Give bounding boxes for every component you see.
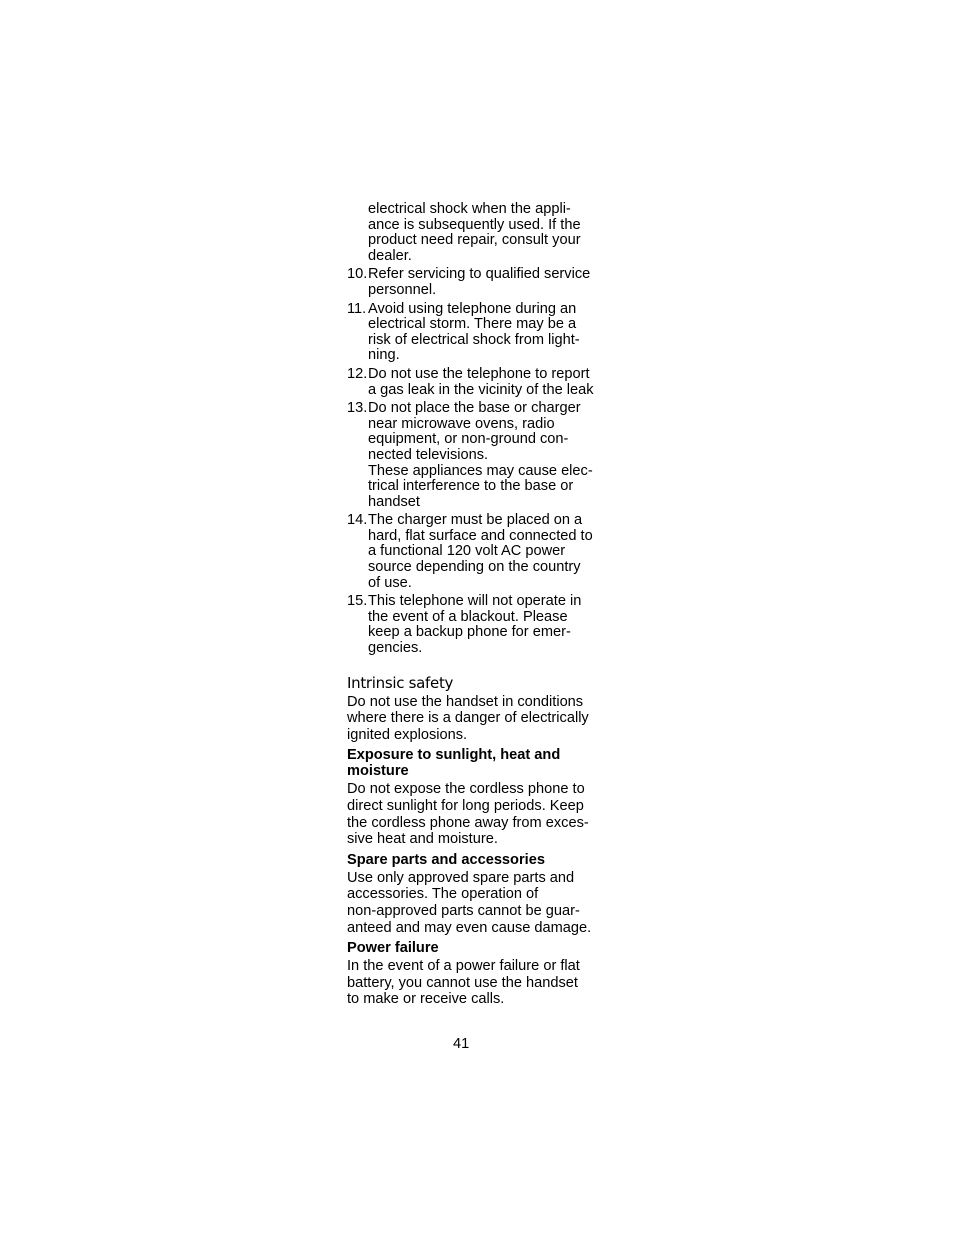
text-line: electrical storm. There may be a: [368, 316, 577, 333]
text-line: accessories. The operation of: [347, 886, 539, 903]
text-line: trical interference to the base or: [368, 478, 574, 495]
text-line: ance is subsequently used. If the: [368, 216, 581, 233]
text-line: the cordless phone away from exces-: [347, 814, 589, 831]
text-line: equipment, or non-ground con-: [368, 431, 569, 448]
text-line: Avoid using telephone during an: [368, 300, 577, 317]
section-title-intrinsic-safety: Intrinsic safety: [347, 673, 454, 692]
text-line: Do not use the telephone to report: [368, 365, 590, 382]
text-line: The charger must be placed on a: [368, 512, 583, 529]
text-line: Do not expose the cordless phone to: [347, 781, 585, 798]
list-item-12: [347, 367, 613, 398]
text-line: electrical shock when the appli-: [368, 201, 571, 217]
text-line: Exposure to sunlight, heat and: [347, 747, 561, 764]
spare-parts-paragraph: [347, 870, 613, 936]
text-line: near microwave ovens, radio: [368, 415, 555, 432]
exposure-paragraph: [347, 781, 613, 847]
text-line: ignited explosions.: [347, 726, 468, 743]
subheading-power-failure: Power failure: [347, 940, 439, 957]
text-line: These appliances may cause elec-: [368, 462, 593, 479]
text-line: non-approved parts cannot be guar-: [347, 902, 580, 919]
text-line: direct sunlight for long periods. Keep: [347, 798, 584, 814]
list-item-14: [347, 513, 613, 591]
list-item-10: [347, 267, 613, 298]
text-line: handset: [368, 493, 420, 510]
text-line: risk of electrical shock from light-: [368, 331, 580, 348]
list-item-15: [347, 594, 613, 656]
text-line: to make or receive calls.: [347, 991, 505, 1008]
list-item-number: 11.: [347, 300, 367, 317]
text-line: the event of a blackout. Please: [368, 608, 568, 625]
text-line: Use only approved spare parts and: [347, 869, 575, 886]
text-line: This telephone will not operate in: [368, 593, 582, 610]
continued-paragraph: [347, 202, 613, 264]
text-line: Do not place the base or charger: [368, 400, 581, 417]
list-item-number: 15.: [347, 593, 368, 610]
text-line: gencies.: [368, 640, 423, 657]
text-line: a gas leak in the vicinity of the leak: [368, 381, 594, 398]
text-line: personnel.: [368, 281, 437, 298]
list-item-number: 14.: [347, 512, 368, 529]
text-line: product need repair, consult your: [368, 232, 581, 249]
subheading-spare-parts: Spare parts and accessories: [347, 851, 545, 868]
text-line: where there is a danger of electrically: [347, 710, 589, 727]
list-item-13: [347, 401, 613, 510]
text-line: dealer.: [368, 247, 412, 264]
text-line: source depending on the country: [368, 559, 581, 576]
text-line: hard, flat surface and connected to: [368, 527, 593, 544]
power-failure-paragraph: [347, 958, 613, 1008]
text-line: ning.: [368, 347, 400, 364]
text-line: moisture: [347, 763, 409, 780]
text-column: [347, 202, 613, 1008]
text-line: nected televisions.: [368, 446, 489, 463]
list-item-number: 12.: [347, 365, 368, 382]
text-line: Do not use the handset in conditions: [347, 693, 584, 710]
page-number: 41: [453, 1036, 470, 1052]
text-line: Refer servicing to qualified service: [368, 266, 591, 283]
intrinsic-safety-paragraph: [347, 694, 613, 744]
subheading-exposure: [347, 747, 613, 779]
text-line: of use.: [368, 574, 412, 591]
text-line: battery, you cannot use the handset: [347, 974, 578, 991]
list-item-number: 10.: [347, 266, 368, 283]
text-line: keep a backup phone for emer-: [368, 624, 571, 641]
text-line: In the event of a power failure or flat: [347, 958, 580, 975]
text-line: anteed and may even cause damage.: [347, 919, 592, 936]
text-line: sive heat and moisture.: [347, 831, 498, 848]
list-item-number: 13.: [347, 400, 368, 417]
list-item-11: [347, 302, 613, 364]
text-line: a functional 120 volt AC power: [368, 543, 566, 560]
